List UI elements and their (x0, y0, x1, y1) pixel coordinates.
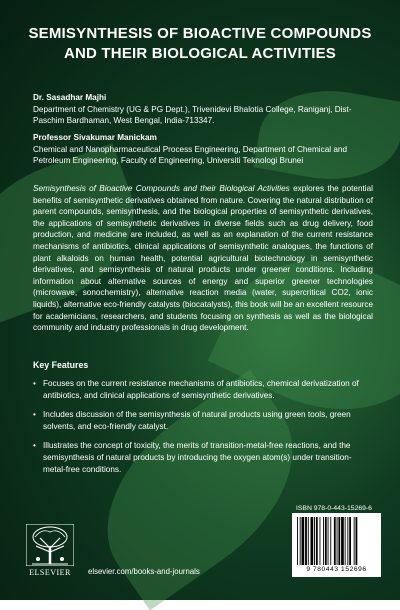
isbn-label: ISBN 978-0-443-15269-6 (296, 505, 372, 512)
author-block (33, 132, 373, 167)
feature-text: Focuses on the current resistance mechanisms of antibiotics, chemical derivatization of antibiotics, and clinical applications of semisynthetic derivatives. (43, 379, 359, 400)
author-affiliation: Department of Chemistry (UG & PG Dept.), Trivenidevi Bhalotia College, Raniganj, Dist-Paschim Bardhaman, West Bengal, India-713347. (33, 104, 352, 125)
description-text: explores the potential benefits of semisynthetic derivatives obtained from nature. Covering the natural distribution of parent compounds, semisynthesis, and the biological properties of semisynthetic derivatives, the applications of semisynthetic derivatives in diverse fields such as drug delivery, food production, and medicine are included, as well as an explanation of the current resistance mechanisms of antibiotics, clinical applications of semisynthetic analogues, the functions of plant alkaloids on human health, potential agricultural biotechnology in semisynthetic derivatives, and semisynthesis of natural products under greener conditions. Including information about alternative sources of energy and superior greener technologies (microwave, sonochemistry), alternative reaction media (water, supercritical CO2, ionic liquids), alternative eco-friendly catalysts (biocatalysts), this book will be an excellent resource for academicians, researchers, and students focusing on synthesis as well as the biological community and industry professionals in drug development. (33, 184, 373, 333)
barcode-icon (297, 517, 376, 565)
key-features-list (33, 378, 373, 483)
list-item (33, 409, 373, 432)
book-title-line2: AND THEIR BIOLOGICAL ACTIVITIES (63, 45, 337, 62)
author-name: Dr. Sasadhar Majhi (33, 93, 107, 102)
bullet-icon: • (33, 379, 36, 388)
description-book-title: Semisynthesis of Bioactive Compounds and their Biological Activities (33, 184, 290, 193)
publisher-name: ELSEVIER (29, 568, 71, 577)
feature-text: Illustrates the concept of toxicity, the merits of transition-metal-free reactions, and the semisynthesis of natural products by introducing the oxygen atom(s) under transition-metal-free conditions. (43, 441, 352, 474)
author-name: Professor Sivakumar Manickam (33, 133, 157, 142)
book-description (33, 183, 373, 334)
author-block (33, 92, 373, 127)
book-title-line1: SEMISYNTHESIS OF BIOACTIVE COMPOUNDS (28, 25, 372, 42)
bullet-icon: • (33, 441, 36, 451)
barcode-number: 9 780443 152696 (306, 566, 367, 573)
feature-text: Includes discussion of the semisynthesis of natural products using green tools, green solvents, and eco-friendly catalyst. (43, 410, 351, 431)
book-title (18, 24, 382, 64)
publisher-url[interactable]: elsevier.com/books-and-journals (88, 567, 200, 576)
elsevier-tree-logo-icon (26, 524, 74, 566)
bullet-icon: • (33, 410, 36, 420)
key-features-heading: Key Features (33, 360, 89, 370)
author-affiliation: Chemical and Nanopharmaceutical Process Engineering, Department of Chemical and Petroleum Engineering, Faculty of Engineering, Universiti Teknologi Brunei (33, 144, 348, 165)
list-item (33, 440, 373, 475)
barcode-box (292, 513, 381, 577)
list-item (33, 378, 373, 401)
